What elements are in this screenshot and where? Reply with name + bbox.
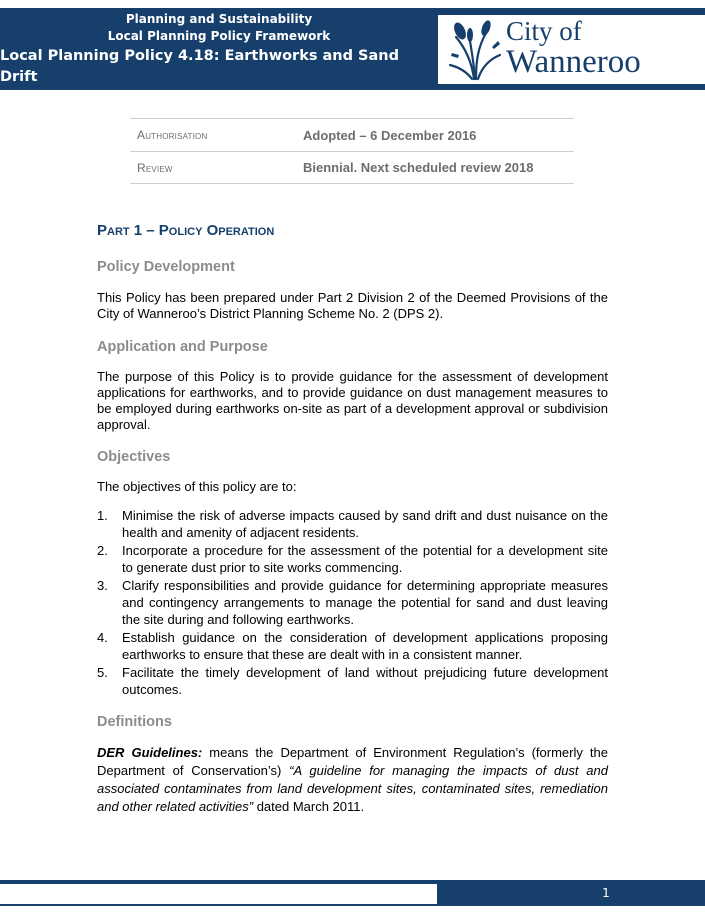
- review-value: Biennial. Next scheduled review 2018: [303, 160, 534, 175]
- der-guidelines-definition: [97, 744, 608, 816]
- list-item-number: 4.: [97, 630, 108, 645]
- header-framework: Local Planning Policy Framework: [107, 28, 331, 43]
- authorisation-value: Adopted – 6 December 2016: [303, 127, 477, 143]
- definitions-heading: Definitions: [97, 714, 172, 730]
- review-row: [130, 151, 574, 184]
- banksia-plant-icon: [448, 19, 504, 81]
- objectives-list: [97, 507, 608, 698]
- list-item-text: Clarify responsibilities and provide guidance for determining appropriate measures and contingency arrangements to manage the potential for sand and dust leaving the site during and following earthworks.: [122, 578, 608, 627]
- list-item: [97, 629, 608, 663]
- policy-body: [97, 219, 608, 816]
- list-item-text: Facilitate the timely development of land without prejudicing future development outcomes.: [122, 665, 608, 697]
- list-item: [97, 507, 608, 541]
- header-department: Planning and Sustainability: [125, 11, 313, 26]
- review-label: Review: [137, 160, 173, 175]
- definition-date: dated March 2011.: [253, 799, 365, 814]
- application-text: The purpose of this Policy is to provide guidance for the assessment of development applications for earthworks, and to provide guidance on dust management measures to be employed during earthworks on-site as part of a development approval or subdivision approval.: [97, 369, 608, 432]
- application-heading: Application and Purpose: [97, 339, 268, 355]
- definition-text: means the Department of Environment Regulation’s (formerly the Department of Conservation’s): [97, 745, 608, 778]
- list-item-text: Incorporate a procedure for the assessment of the potential for a development site to generate dust prior to site works commencing.: [122, 543, 608, 575]
- objectives-heading: Objectives: [97, 449, 171, 465]
- document-title: Local Planning Policy 4.18: Earthworks and Sand Drift: [0, 47, 399, 85]
- authorisation-label: Authorisation: [137, 128, 208, 142]
- policy-development-heading: Policy Development: [97, 259, 235, 275]
- authorisation-table: [130, 118, 574, 184]
- objectives-intro: The objectives of this policy are to:: [97, 479, 297, 494]
- list-item: [97, 542, 608, 576]
- logo-wanneroo: Wanneroo: [506, 44, 641, 80]
- page-number: 1: [602, 886, 610, 900]
- authorisation-row: [130, 118, 574, 151]
- footer-white-strip: [0, 884, 437, 904]
- list-item-text: Establish guidance on the consideration of development applications proposing earthworks to ensure that these are dealt with in a consistent manner.: [122, 630, 608, 662]
- header-titles: [0, 8, 438, 90]
- part-heading: Part 1 – Policy Operation: [97, 222, 275, 239]
- city-logo: [438, 15, 705, 84]
- list-item: [97, 577, 608, 628]
- list-item-number: 2.: [97, 543, 108, 558]
- definition-quote: “A guideline for managing the impacts of dust and associated contaminates from land development sites, contaminated sites, remediation and other related activities”: [97, 763, 608, 814]
- definition-term: DER Guidelines:: [97, 745, 203, 760]
- list-item-text: Minimise the risk of adverse impacts caused by sand drift and dust nuisance on the health and amenity of adjacent residents.: [122, 508, 608, 540]
- logo-wordmark: [506, 17, 641, 79]
- list-item: [97, 664, 608, 698]
- list-item-number: 1.: [97, 508, 108, 523]
- logo-city-of: City of: [506, 16, 582, 46]
- list-item-number: 5.: [97, 665, 108, 680]
- list-item-number: 3.: [97, 578, 108, 593]
- policy-development-text: This Policy has been prepared under Part 2 Division 2 of the Deemed Provisions of the City of Wanneroo’s District Planning Scheme No. 2 (DPS 2).: [97, 290, 608, 321]
